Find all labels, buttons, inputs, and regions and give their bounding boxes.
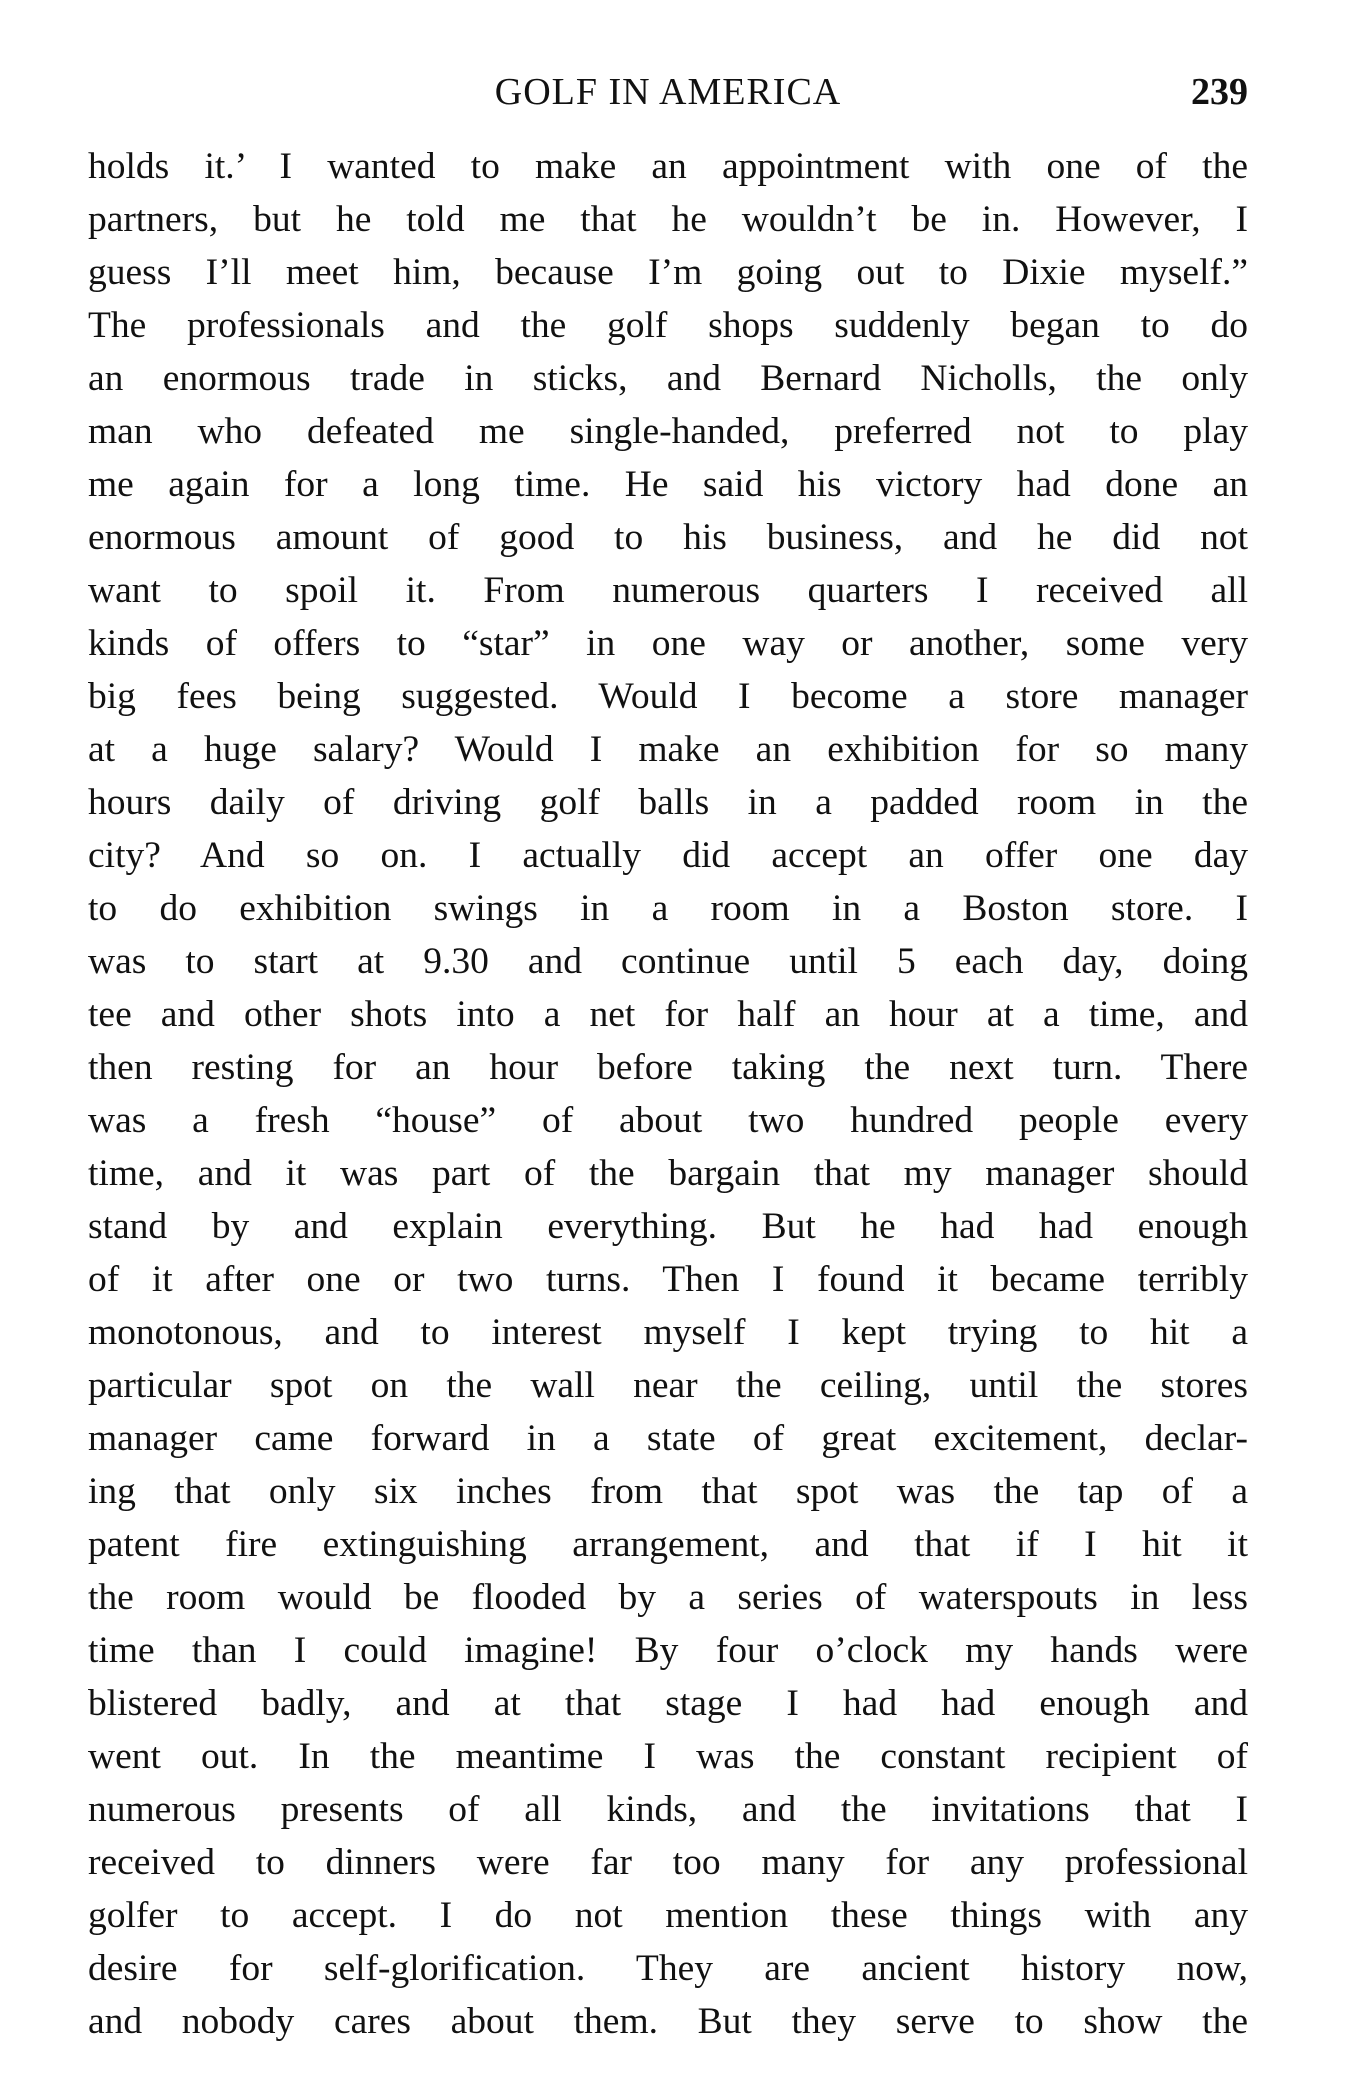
- body-text: [88, 140, 1248, 2048]
- text-line: went out. In the meantime I was the constant recipient of: [88, 1736, 1248, 1777]
- text-line: stand by and explain everything. But he had had enough: [88, 1206, 1248, 1247]
- text-line: partners, but he told me that he wouldn’t be in. However, I: [88, 199, 1248, 240]
- text-line: guess I’ll meet him, because I’m going out to Dixie myself.”: [88, 252, 1248, 293]
- text-line: golfer to accept. I do not mention these things with any: [88, 1895, 1248, 1936]
- book-page: [88, 0, 1248, 2083]
- text-line: enormous amount of good to his business, and he did not: [88, 517, 1248, 558]
- text-line: time than I could imagine! By four o’clock my hands were: [88, 1630, 1248, 1671]
- text-line: patent fire extinguishing arrangement, and that if I hit it: [88, 1524, 1248, 1565]
- text-line: was a fresh “house” of about two hundred people every: [88, 1100, 1248, 1141]
- text-line: at a huge salary? Would I make an exhibition for so many: [88, 729, 1248, 770]
- running-head: [88, 62, 1248, 122]
- text-line: man who defeated me single-handed, preferred not to play: [88, 411, 1248, 452]
- text-line: want to spoil it. From numerous quarters I received all: [88, 570, 1248, 611]
- text-line: desire for self-glorification. They are ancient history now,: [88, 1948, 1248, 1989]
- running-title: GOLF IN AMERICA: [494, 71, 842, 113]
- text-line: ing that only six inches from that spot was the tap of a: [88, 1471, 1248, 1512]
- text-line: monotonous, and to interest myself I kept trying to hit a: [88, 1312, 1248, 1353]
- text-line: the room would be flooded by a series of waterspouts in less: [88, 1577, 1248, 1618]
- text-line: manager came forward in a state of great excitement, declar-: [88, 1418, 1248, 1459]
- text-line: of it after one or two turns. Then I found it became terribly: [88, 1259, 1248, 1300]
- page-number: 239: [1191, 71, 1248, 113]
- text-line: to do exhibition swings in a room in a Boston store. I: [88, 888, 1248, 929]
- text-line: big fees being suggested. Would I become a store manager: [88, 676, 1248, 717]
- text-line: then resting for an hour before taking the next turn. There: [88, 1047, 1248, 1088]
- text-line: hours daily of driving golf balls in a padded room in the: [88, 782, 1248, 823]
- text-line: particular spot on the wall near the ceiling, until the stores: [88, 1365, 1248, 1406]
- text-line: an enormous trade in sticks, and Bernard Nicholls, the only: [88, 358, 1248, 399]
- text-line: and nobody cares about them. But they serve to show the: [88, 2001, 1248, 2042]
- text-line: me again for a long time. He said his victory had done an: [88, 464, 1248, 505]
- text-line: city? And so on. I actually did accept an offer one day: [88, 835, 1248, 876]
- text-line: was to start at 9.30 and continue until 5 each day, doing: [88, 941, 1248, 982]
- text-line: tee and other shots into a net for half an hour at a time, and: [88, 994, 1248, 1035]
- text-line: kinds of offers to “star” in one way or another, some very: [88, 623, 1248, 664]
- text-line: blistered badly, and at that stage I had had enough and: [88, 1683, 1248, 1724]
- text-line: holds it.’ I wanted to make an appointment with one of the: [88, 146, 1248, 187]
- text-line: received to dinners were far too many for any professional: [88, 1842, 1248, 1883]
- text-line: time, and it was part of the bargain that my manager should: [88, 1153, 1248, 1194]
- text-line: The professionals and the golf shops suddenly began to do: [88, 305, 1248, 346]
- text-line: numerous presents of all kinds, and the invitations that I: [88, 1789, 1248, 1830]
